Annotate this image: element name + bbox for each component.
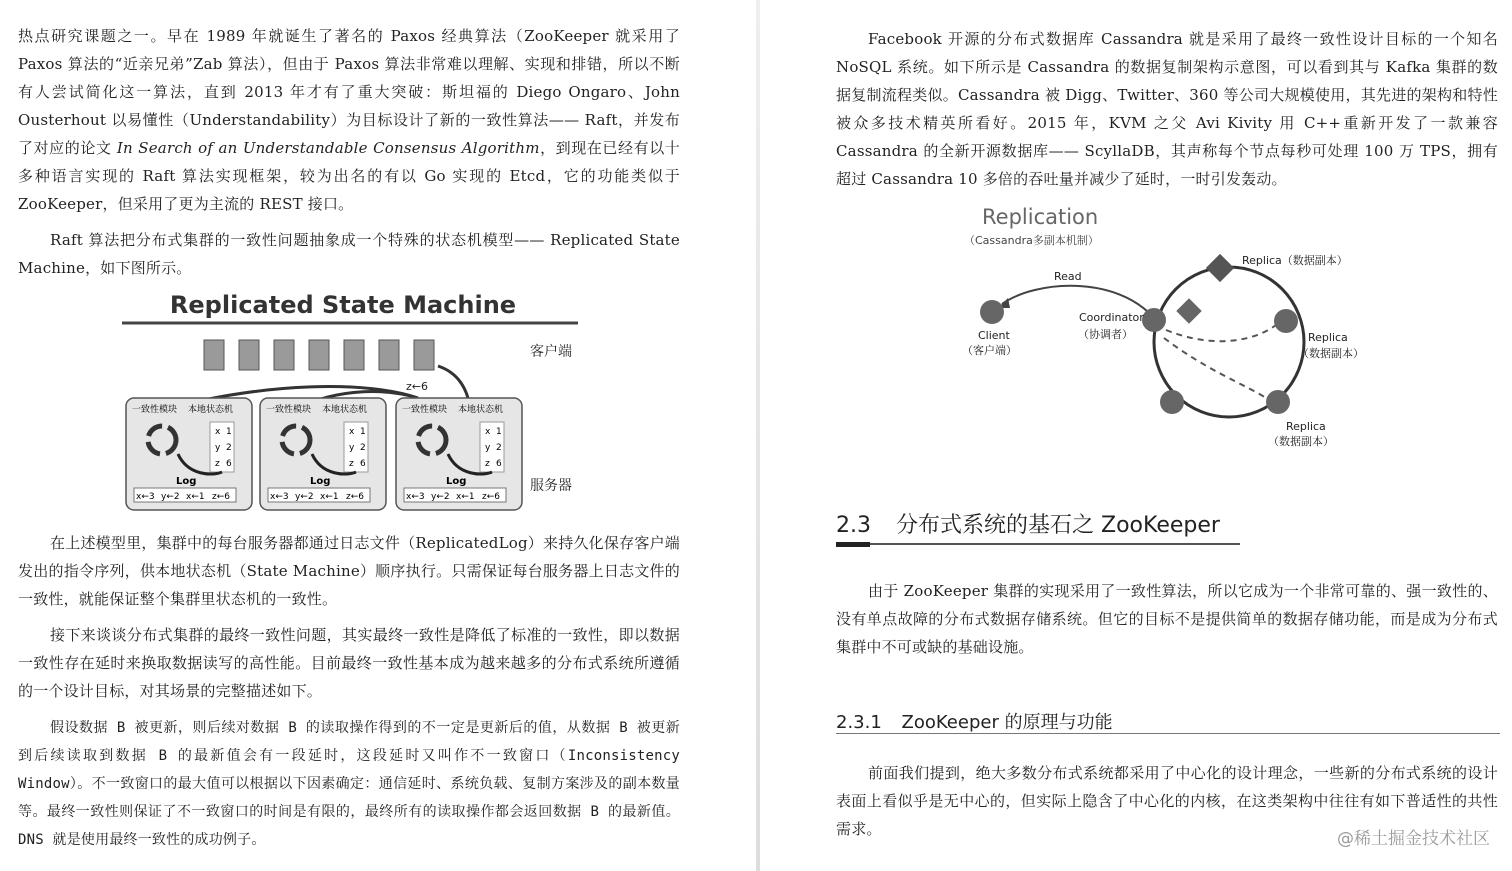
server-box xyxy=(396,398,522,510)
subsection-title: ZooKeeper 的原理与功能 xyxy=(901,712,1113,733)
subsection-underline xyxy=(836,733,1500,734)
replication-dashed-arrow xyxy=(1166,325,1276,341)
client-machine-icon xyxy=(379,340,399,370)
state-z: z xyxy=(215,459,220,469)
section-number: 2.3 xyxy=(836,513,871,538)
replica-node xyxy=(1274,309,1298,333)
replication-title: Replication xyxy=(982,205,1099,229)
client-cn-label: （客户端） xyxy=(962,344,1017,357)
state-y-value: 2 xyxy=(360,443,366,453)
client-machine-icon xyxy=(274,340,294,370)
log-entry: y←2 xyxy=(295,492,314,502)
server-box xyxy=(126,398,252,510)
left-para2-text: Raft 算法把分布式集群的一致性问题抽象成一个特殊的状态机模型—— Replicated State Machine，如下图所示。 xyxy=(18,231,680,277)
read-label: Read xyxy=(1054,270,1082,283)
log-entry: z←6 xyxy=(346,492,364,502)
client-machine-icon xyxy=(239,340,259,370)
replicated-state-machine-figure xyxy=(118,286,588,518)
left-paragraph-3 xyxy=(18,529,680,613)
consensus-module-label: 一致性模块 xyxy=(132,405,178,415)
state-y: y xyxy=(215,443,221,453)
state-y: y xyxy=(485,443,491,453)
state-z-value: 6 xyxy=(226,459,232,469)
coordinator-cn-label: （协调者） xyxy=(1078,328,1133,341)
right-para3-text: 前面我们提到，绝大多数分布式系统都采用了中心化的设计理念，一些新的分布式系统的设计表面上看似乎是无中心的，但实际上隐含了中心化的内核，在这类架构中往往有如下普适性的共性需求。 xyxy=(836,764,1498,838)
replica-right-label: Replica xyxy=(1308,331,1348,344)
right-para1-text: Facebook 开源的分布式数据库 Cassandra 就是采用了最终一致性设计目标的一个知名 NoSQL 系统。如下所示是 Cassandra 的数据复制架构示意图，可以看到其与 Kafka 集群的数据复制流程类似。Cassandra 被 Digg、Twitter、360 等公司大规模使用，其先进的架构和特性被众多技术精英所看好。2015 年，KVM 之父 Avi Kivity 用 C++重新开发了一款兼容 Cassandra 的全新开源数据库—— ScyllaDB，其声称每个节点每秒可处理 100 万 TPS，拥有超过 Cassandra 10 多倍的吞吐量并减少了延时，一时引发轰动。 xyxy=(836,30,1498,188)
log-entry: z←6 xyxy=(482,492,500,502)
client-node xyxy=(980,300,1004,324)
replica-top-label: Replica（数据副本） xyxy=(1242,254,1348,267)
log-label: Log xyxy=(446,476,467,487)
left-para4-text: 接下来谈谈分布式集群的最终一致性问题，其实最终一致性是降低了标准的一致性，即以数据一致性存在延时来换取数据读写的高性能。目前最终一致性基本成为越来越多的分布式系统所遵循的一个设计目标，对其场景的完整描述如下。 xyxy=(18,626,680,700)
log-entry: y←2 xyxy=(431,492,450,502)
left-paragraph-2 xyxy=(18,226,680,282)
log-entry: z←6 xyxy=(212,492,230,502)
client-machines xyxy=(204,340,434,370)
client-machine-icon xyxy=(204,340,224,370)
section-title: 分布式系统的基石之 ZooKeeper xyxy=(896,513,1220,538)
section-underline xyxy=(836,543,1240,545)
client-machine-icon xyxy=(344,340,364,370)
left-paragraph-4 xyxy=(18,621,680,705)
command-arrow xyxy=(438,366,468,398)
left-paragraph-1 xyxy=(18,22,680,218)
consensus-module-label: 一致性模块 xyxy=(266,405,312,415)
left-paragraph-5 xyxy=(18,714,680,854)
server-box xyxy=(260,398,386,510)
log-label: Log xyxy=(176,476,197,487)
state-x: x xyxy=(215,427,221,437)
log-entry: x←3 xyxy=(270,492,289,502)
state-machine-label: 本地状态机 xyxy=(322,405,368,415)
state-y: y xyxy=(349,443,355,453)
right-paragraph-2 xyxy=(836,577,1498,661)
right-page xyxy=(760,0,1512,871)
log-entry: y←2 xyxy=(161,492,180,502)
state-z: z xyxy=(485,459,490,469)
client-label: 客户端 xyxy=(530,344,572,360)
subsection-heading xyxy=(836,708,1113,734)
client-label: Client xyxy=(978,329,1010,342)
replica-right-cn-label: （数据副本） xyxy=(1298,347,1364,360)
section-underline-accent xyxy=(836,542,870,547)
section-heading xyxy=(836,508,1220,539)
failed-link-icon xyxy=(1176,298,1201,323)
consensus-module-label: 一致性模块 xyxy=(402,405,448,415)
client-machine-icon xyxy=(414,340,434,370)
left-para3-text: 在上述模型里，集群中的每台服务器都通过日志文件（ReplicatedLog）来持久化保存客户端发出的指令序列，供本地状态机（State Machine）顺序执行。只需保证每台服务器上日志文件的一致性，就能保证整个集群里状态机的一致性。 xyxy=(18,534,680,608)
right-para2-text: 由于 ZooKeeper 集群的实现采用了一致性算法，所以它成为一个非常可靠的、强一致性的、没有单点故障的分布式数据存储系统。但它的目标不是提供简单的数据存储功能，而是成为分布式集群中不可或缺的基础设施。 xyxy=(836,582,1498,656)
log-entry: x←3 xyxy=(136,492,155,502)
state-x-value: 1 xyxy=(496,427,502,437)
replica-node xyxy=(1160,390,1184,414)
log-entry: x←1 xyxy=(186,492,205,502)
replica-bottom-label: Replica xyxy=(1286,420,1326,433)
log-entry: x←1 xyxy=(320,492,339,502)
cassandra-replication-figure xyxy=(956,200,1396,450)
state-z: z xyxy=(349,459,354,469)
state-x-value: 1 xyxy=(360,427,366,437)
state-y-value: 2 xyxy=(496,443,502,453)
state-x: x xyxy=(485,427,491,437)
state-x: x xyxy=(349,427,355,437)
left-para1-tail: ，到现在已经有以十多种语言实现的 Raft 算法实现框架，较为出名的有以 Go 实现的 Etcd，它的功能类似于 ZooKeeper，但采用了更为主流的 REST 接口。 xyxy=(18,139,680,213)
log-label: Log xyxy=(310,476,331,487)
left-para5-text: 假设数据 B 被更新，则后续对数据 B 的读取操作得到的不一定是更新后的值，从数据 B 被更新到后续读取到数据 B 的最新值会有一段延时，这段延时又叫作不一致窗口（Inconsistency Window）。不一致窗口的最大值可以根据以下因素确定：通信延时、系统负载、复制方案涉及的副本数量等。最终一致性则保证了不一致窗口的时间是有限的，最终所有的读取操作都会返回数据 B 的最新值。DNS 就是使用最终一致性的成功例子。 xyxy=(18,720,680,848)
state-z-value: 6 xyxy=(360,459,366,469)
watermark: @稀土掘金技术社区 xyxy=(1337,829,1490,849)
replica-node xyxy=(1266,390,1290,414)
coordinator-node xyxy=(1142,308,1166,332)
state-machine-label: 本地状态机 xyxy=(188,405,234,415)
client-machine-icon xyxy=(309,340,329,370)
left-para1-text: 热点研究课题之一。早在 1989 年就诞生了著名的 Paxos 经典算法（ZooKeeper 就采用了 Paxos 算法的“近亲兄弟”Zab 算法），但由于 Paxos 算法非常难以理解、实现和排错，所以不断有人尝试简化这一算法，直到 2013 年才有了重大突破：斯坦福的 Diego Ongaro、John Ousterhout 以易懂性（Understandability）为目标设计了新的一致性算法—— Raft，并发布了对应的论文 xyxy=(18,27,680,157)
paper-title-italic: In Search of an Understandable Consensus Algorithm xyxy=(116,139,540,157)
state-x-value: 1 xyxy=(226,427,232,437)
server-label: 服务器 xyxy=(530,478,572,494)
right-paragraph-1 xyxy=(836,25,1498,193)
failed-replica-node xyxy=(1206,254,1234,282)
replica-bottom-cn-label: （数据副本） xyxy=(1268,435,1334,448)
replication-dashed-arrow xyxy=(1164,338,1266,398)
state-y-value: 2 xyxy=(226,443,232,453)
coordinator-label: Coordinator xyxy=(1079,311,1144,324)
figure-title: Replicated State Machine xyxy=(169,291,517,319)
log-entry: x←1 xyxy=(456,492,475,502)
state-machine-label: 本地状态机 xyxy=(458,405,504,415)
z-arrow-label: z←6 xyxy=(406,380,428,393)
state-z-value: 6 xyxy=(496,459,502,469)
replication-subtitle: （Cassandra多副本机制） xyxy=(964,234,1099,247)
subsection-number: 2.3.1 xyxy=(836,712,882,733)
log-entry: x←3 xyxy=(406,492,425,502)
